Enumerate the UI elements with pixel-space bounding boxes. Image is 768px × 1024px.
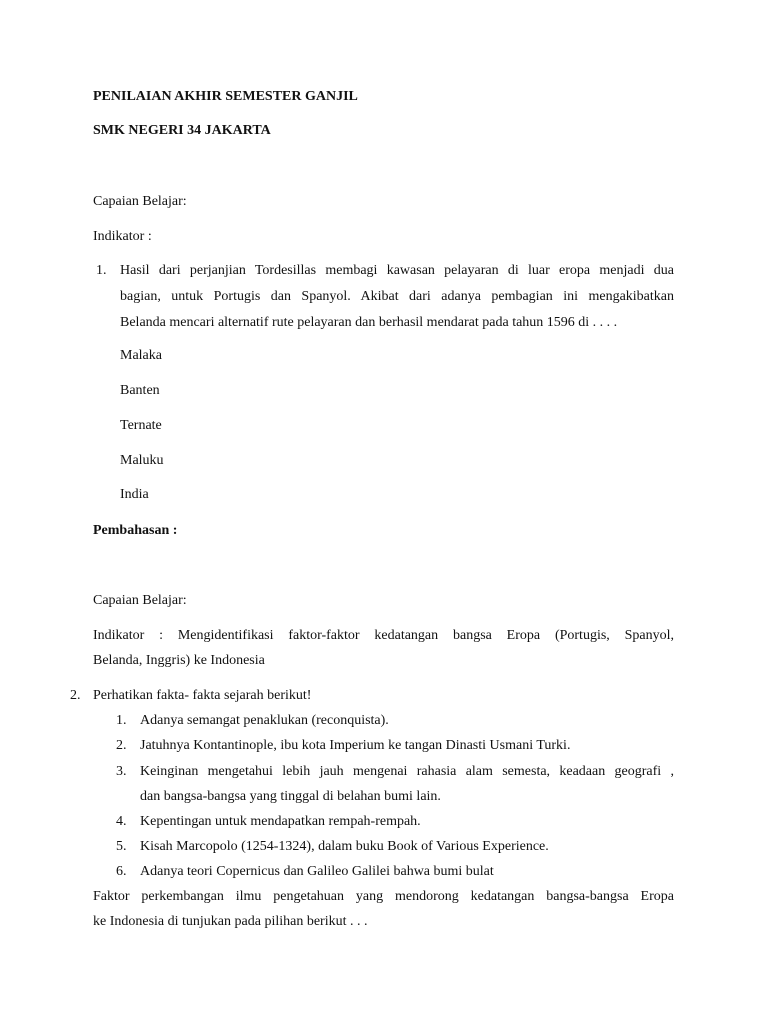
- fact-number: 4.: [116, 814, 127, 829]
- question-text-line: Hasil dari perjanjian Tordesillas membagi kawasan pelayaran di luar eropa menjadi dua: [120, 263, 674, 278]
- question-closing-line: Faktor perkembangan ilmu pengetahuan yang mendorong kedatangan bangsa-bangsa Eropa: [93, 889, 674, 904]
- answer-option: Ternate: [120, 418, 162, 433]
- answer-option: Banten: [120, 383, 160, 398]
- fact-number: 1.: [116, 713, 127, 728]
- question-text-line: Belanda mencari alternatif rute pelayaran dan berhasil mendarat pada tahun 1596 di . . . .: [120, 315, 618, 330]
- fact-number: 6.: [116, 864, 127, 879]
- fact-item-continuation: dan bangsa-bangsa yang tinggal di belahan bumi lain.: [140, 789, 441, 804]
- question-stem: Perhatikan fakta- fakta sejarah berikut!: [93, 688, 312, 703]
- question-number: 1.: [96, 263, 107, 278]
- fact-item: Kisah Marcopolo (1254-1324), dalam buku Book of Various Experience.: [140, 839, 549, 854]
- fact-number: 5.: [116, 839, 127, 854]
- fact-item: Jatuhnya Kontantinople, ibu kota Imperium ke tangan Dinasti Usmani Turki.: [140, 738, 571, 753]
- fact-number: 3.: [116, 764, 127, 779]
- answer-option: India: [120, 487, 149, 502]
- indikator-label: Indikator :: [93, 229, 152, 244]
- answer-option: Malaka: [120, 348, 162, 363]
- fact-item: Adanya semangat penaklukan (reconquista).: [140, 713, 389, 728]
- indikator-text-line: Belanda, Inggris) ke Indonesia: [93, 653, 265, 668]
- question-closing-line: ke Indonesia di tunjukan pada pilihan berikut . . .: [93, 914, 368, 929]
- school-name: SMK NEGERI 34 JAKARTA: [93, 123, 271, 138]
- fact-item: Keinginan mengetahui lebih jauh mengenai rahasia alam semesta, keadaan geografi ,: [140, 764, 674, 779]
- question-number: 2.: [70, 688, 81, 703]
- capaian-belajar-label: Capaian Belajar:: [93, 194, 187, 209]
- fact-item: Kepentingan untuk mendapatkan rempah-rempah.: [140, 814, 421, 829]
- fact-number: 2.: [116, 738, 127, 753]
- fact-item: Adanya teori Copernicus dan Galileo Galilei bahwa bumi bulat: [140, 864, 494, 879]
- capaian-belajar-label: Capaian Belajar:: [93, 593, 187, 608]
- answer-option: Maluku: [120, 453, 164, 468]
- document-title: PENILAIAN AKHIR SEMESTER GANJIL: [93, 89, 358, 104]
- pembahasan-label: Pembahasan :: [93, 523, 178, 538]
- indikator-text-line: Indikator : Mengidentifikasi faktor-faktor kedatangan bangsa Eropa (Portugis, Spanyol,: [93, 628, 674, 643]
- question-text-line: bagian, untuk Portugis dan Spanyol. Akibat dari adanya pembagian ini mengakibatkan: [120, 289, 674, 304]
